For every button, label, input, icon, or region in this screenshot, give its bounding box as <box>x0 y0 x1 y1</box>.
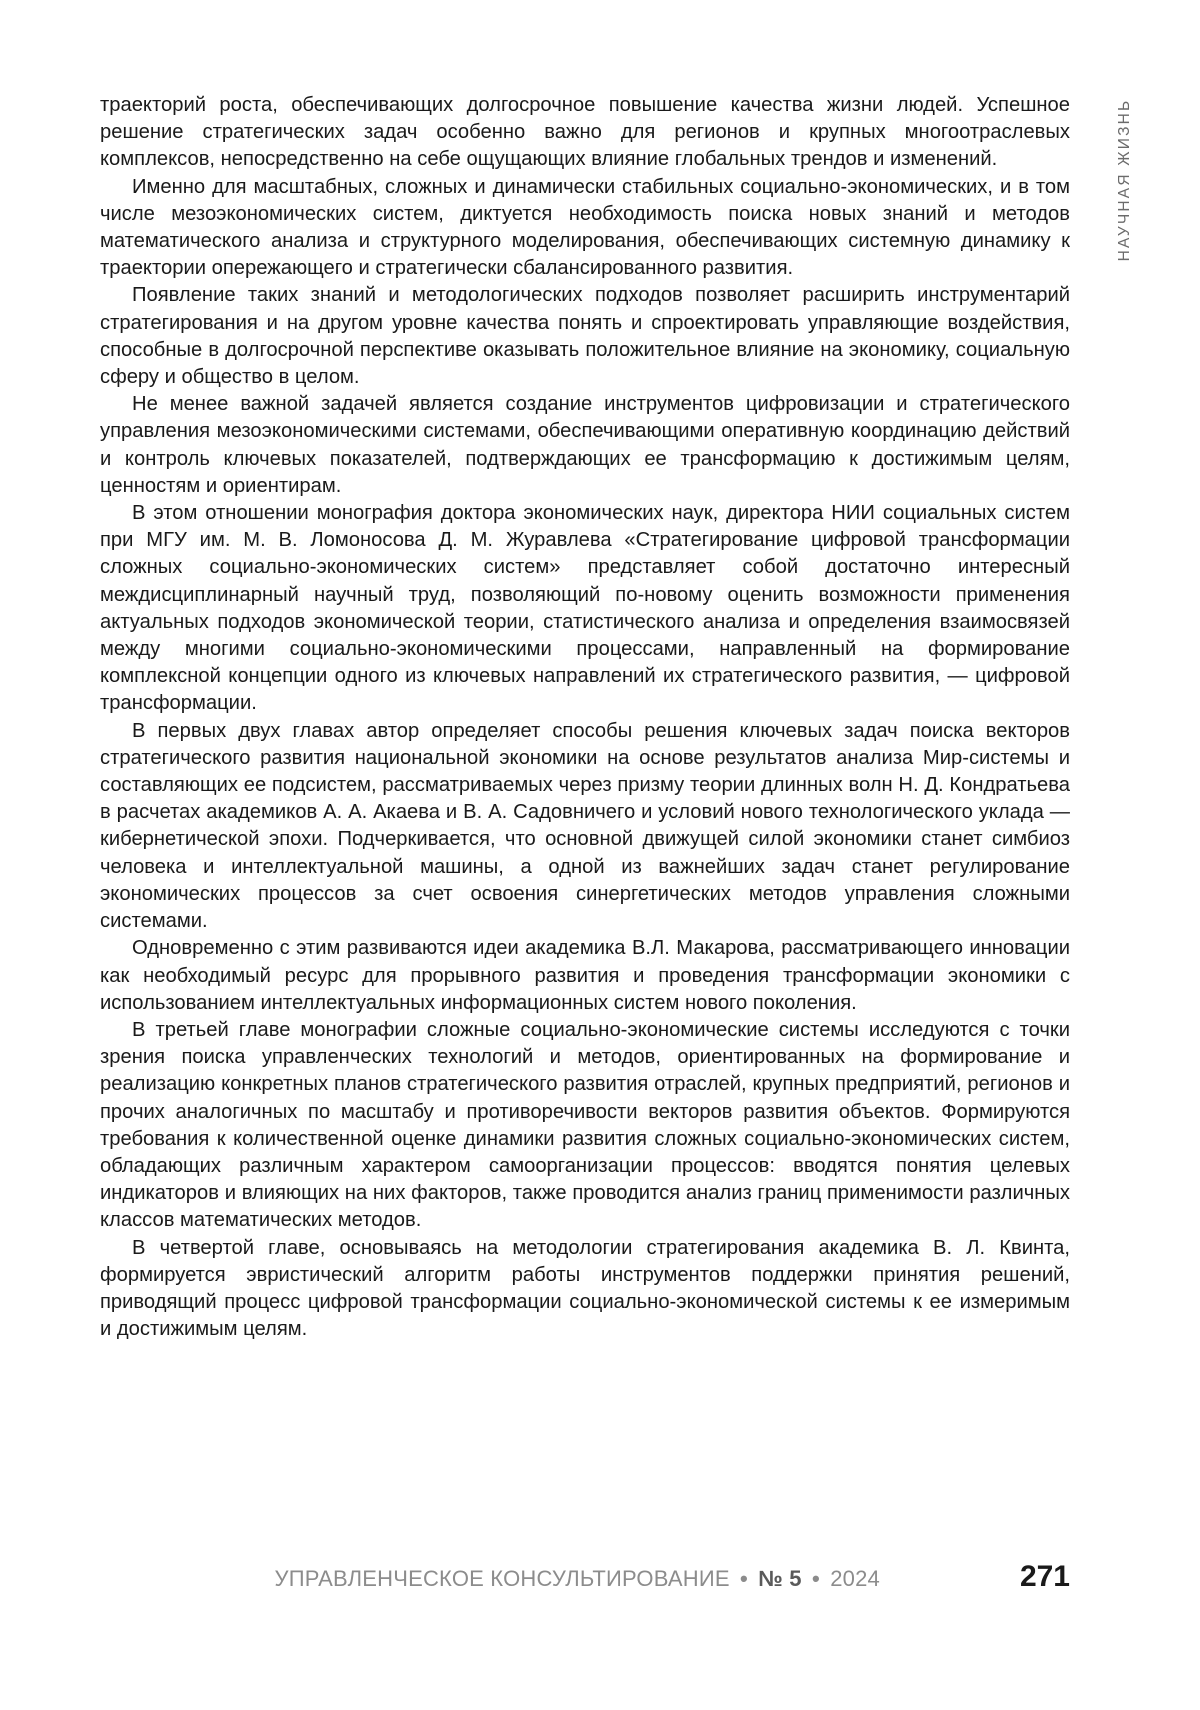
journal-info <box>275 1566 880 1592</box>
issue-year: 2024 <box>830 1566 880 1591</box>
paragraph: Одновременно с этим развиваются идеи академика В.Л. Макарова, рассматри­вающего инновации как необходимый ресурс для прорывного развития и прове­дения трансформации экономики с использованием интеллектуальных информа­ционных систем нового поколения. <box>100 935 1070 1017</box>
paragraph: Именно для масштабных, сложных и динамически стабильных социально-экономи­ческих, и в том числе мезоэкономических систем, диктуется необходимость поиска новых знаний и методов математического анализа и структурного моделирования, обеспечивающих системную динамику к траектории опережающего и стратегически сбалансированного развития. <box>100 174 1070 283</box>
footer-separator: • <box>740 1566 748 1591</box>
footer-separator: • <box>812 1566 820 1591</box>
page-footer <box>100 1560 1070 1600</box>
page-number: 271 <box>1020 1560 1070 1594</box>
issue-number: № 5 <box>758 1566 801 1591</box>
journal-name: УПРАВЛЕНЧЕСКОЕ КОНСУЛЬТИРОВАНИЕ <box>275 1566 730 1591</box>
paragraph: В этом отношении монография доктора экономических наук, директора НИИ социальных систем при МГУ им. М. В. Ломоносова Д. М. Журавлева «Стратегиро­вание цифровой трансформации сложных социально-экономических систем» пред­ставляет собой достаточно интересный междисциплинарный научный труд, позво­ляющий по-новому оценить возможности применения актуальных подходов эконо­мической теории, статистического анализа и определения взаимосвязей между многими социально-экономическими процессами, направленный на формирование комплексной концепции одного из ключевых направлений их стратегического раз­вития, — цифровой трансформации. <box>100 500 1070 718</box>
paragraph: В четвертой главе, основываясь на методологии стратегирования академика В. Л. Квинта, формируется эвристический алгоритм работы инструментов поддерж­ки принятия решений, приводящий процесс цифровой трансформации социально-экономической системы к ее измеримым и достижимым целям. <box>100 1235 1070 1344</box>
paragraph: траекторий роста, обеспечивающих долгосрочное повышение качества жизни людей. Успешное решение стратегических задач особенно важно для регионов и крупных многоотраслевых комплексов, непосредственно на себе ощущающих влияние гло­бальных трендов и изменений. <box>100 92 1070 174</box>
article-body <box>100 92 1070 1343</box>
paragraph: Появление таких знаний и методологических подходов позволяет расширить ин­струментарий стратегирования и на другом уровне качества понять и спроектировать управляющие воздействия, способные в долгосрочной перспективе оказывать поло­жительное влияние на экономику, социальную сферу и общество в целом. <box>100 282 1070 391</box>
paragraph: В третьей главе монографии сложные социально-экономические системы ис­следуются с точки зрения поиска управленческих технологий и методов, ориенти­рованных на формирование и реализацию конкретных планов стратегического развития отраслей, крупных предприятий, регионов и прочих аналогичных по мас­штабу и противоречивости векторов развития объектов. Формируются требования к количественной оценке динамики развития сложных социально-экономических систем, обладающих различным характером самоорганизации процессов: вводят­ся понятия целевых индикаторов и влияющих на них факторов, также проводится анализ границ применимости различных классов математических методов. <box>100 1017 1070 1235</box>
section-label-text: НАУЧНАЯ ЖИЗНЬ <box>1116 99 1134 262</box>
paragraph: Не менее важной задачей является создание инструментов цифровизации и стра­тегического управления мезоэкономическими системами, обеспечивающими опе­ративную координацию действий и контроль ключевых показателей, подтверждаю­щих ее трансформацию к достижимым целям, ценностям и ориентирам. <box>100 391 1070 500</box>
paragraph: В первых двух главах автор определяет способы решения ключевых задач по­иска векторов стратегического развития национальной экономики на основе ре­зультатов анализа Мир-системы и составляющих ее подсистем, рассматриваемых через призму теории длинных волн Н. Д. Кондратьева в расчетах академиков А. А. Акаева и В. А. Садовничего и условий нового технологического уклада — ки­бернетической эпохи. Подчеркивается, что основной движущей силой экономики станет симбиоз человека и интеллектуальной машины, а одной из важнейших за­дач станет регулирование экономических процессов за счет освоения синергети­ческих методов управления сложными системами. <box>100 718 1070 936</box>
